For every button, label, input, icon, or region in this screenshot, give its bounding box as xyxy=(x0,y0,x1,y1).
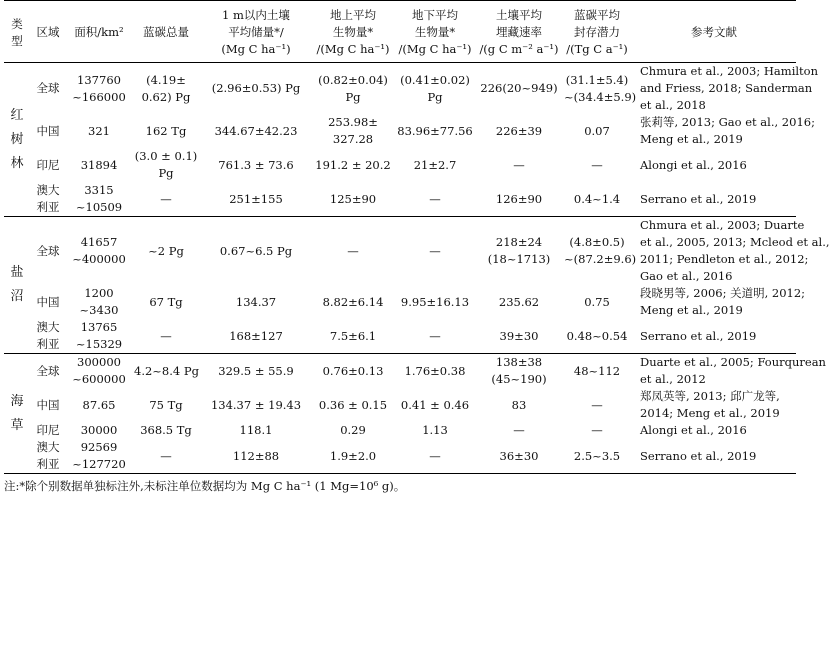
cell-burial xyxy=(476,114,562,148)
header-type: 类 型 xyxy=(11,16,23,48)
cell-line: (31.1±5.4) xyxy=(565,72,629,87)
cell-potential xyxy=(562,63,637,115)
cell-line: 0.48~0.54 xyxy=(566,328,628,343)
cell-line: 0.67~6.5 Pg xyxy=(219,243,293,258)
cell-above xyxy=(312,217,394,286)
cell-region xyxy=(30,217,66,286)
table-footnote: 注:*除个别数据单独标注外,未标注单位数据均为 Mg C ha⁻¹ (1 Mg=10⁶ g)。 xyxy=(4,479,406,493)
cell-area xyxy=(66,285,132,319)
cell-line: — xyxy=(429,191,441,206)
cell-line: ~3430 xyxy=(79,303,119,317)
cell-line: 344.67±42.23 xyxy=(214,123,298,138)
cell-line: 134.37 xyxy=(235,294,277,309)
cell-line: 83.96±77.56 xyxy=(397,123,473,138)
cell-refs xyxy=(632,114,815,148)
table-row xyxy=(4,217,796,286)
cell-refs xyxy=(632,285,806,319)
cell-above xyxy=(312,439,394,474)
type-char: 沼 xyxy=(10,289,24,304)
cell-line: 137760 xyxy=(77,72,121,87)
cell-line: 利亚 xyxy=(36,337,60,351)
cell-line: 253.98± xyxy=(328,115,378,129)
table-row xyxy=(4,422,796,439)
cell-refs xyxy=(632,148,796,182)
cell-line: Alongi et al., 2016 xyxy=(640,157,747,172)
cell-area xyxy=(66,182,132,217)
header-above: 地上平均 生物量* /(Mg C ha⁻¹) xyxy=(316,8,390,56)
cell-line: 2011; Pendleton et al., 2012; xyxy=(640,252,809,266)
cell-line: 8.82±6.14 xyxy=(322,294,384,309)
cell-line: (0.82±0.04) xyxy=(318,72,388,87)
cell-line: ~127720 xyxy=(72,457,126,471)
cell-region xyxy=(30,63,66,115)
cell-above xyxy=(312,182,394,217)
cell-burial xyxy=(476,217,562,286)
cell-line: 13765 xyxy=(80,320,118,334)
cell-line: 9.95±16.13 xyxy=(400,294,470,309)
cell-line: 0.75 xyxy=(584,294,610,309)
cell-line: 168±127 xyxy=(229,328,283,343)
cell-area xyxy=(66,439,132,474)
cell-refs xyxy=(632,319,796,354)
cell-line: ~600000 xyxy=(72,372,126,386)
cell-region xyxy=(30,319,66,354)
cell-burial xyxy=(476,285,562,319)
header-soil: 1 m以内土壤 平均储量*/ (Mg C ha⁻¹) xyxy=(221,8,291,56)
cell-burial xyxy=(476,148,562,182)
cell-line: ~10509 xyxy=(75,200,123,214)
cell-line: 31894 xyxy=(80,157,118,172)
cell-soil xyxy=(200,114,312,148)
cell-line: (3.0 ± 0.1) xyxy=(134,149,198,163)
cell-line: et al., 2005, 2013; Mcleod et al., xyxy=(640,235,830,249)
cell-above xyxy=(312,148,394,182)
cell-region xyxy=(30,422,66,439)
cell-area xyxy=(66,217,132,286)
cell-potential xyxy=(562,114,632,148)
header-region: 区域 xyxy=(36,25,60,39)
cell-area xyxy=(66,114,132,148)
cell-burial xyxy=(476,182,562,217)
cell-total xyxy=(132,285,200,319)
cell-line: (4.19± xyxy=(146,72,186,87)
cell-line: — xyxy=(429,328,441,343)
cell-line: 226±39 xyxy=(495,123,543,138)
cell-below xyxy=(394,354,476,389)
cell-line: — xyxy=(347,243,359,258)
header-burial: 土壤平均 埋藏速率 /(g C m⁻² a⁻¹) xyxy=(479,8,559,56)
cell-line: 21±2.7 xyxy=(413,157,457,172)
cell-soil xyxy=(200,285,312,319)
cell-line: 0.41 ± 0.46 xyxy=(400,397,470,412)
cell-below xyxy=(394,439,476,474)
cell-refs xyxy=(632,388,796,422)
cell-line: — xyxy=(160,191,172,206)
cell-total xyxy=(132,182,200,217)
cell-line: (0.41±0.02) xyxy=(400,72,470,87)
cell-line: 368.5 Tg xyxy=(140,423,192,437)
cell-line: 761.3 ± 73.6 xyxy=(218,157,294,172)
type-cell xyxy=(4,63,30,217)
cell-line: — xyxy=(591,423,603,437)
cell-line: 191.2 ± 20.2 xyxy=(315,157,391,172)
type-char: 草 xyxy=(10,417,24,433)
cell-line: — xyxy=(591,157,603,172)
cell-line: 0.4~1.4 xyxy=(573,191,621,206)
document-page xyxy=(4,0,830,494)
cell-below xyxy=(394,422,476,439)
cell-below xyxy=(394,285,476,319)
cell-region xyxy=(30,439,66,474)
cell-line: Meng et al., 2019 xyxy=(640,303,743,317)
type-char: 海 xyxy=(10,393,24,409)
cell-burial xyxy=(476,439,562,474)
cell-total xyxy=(132,388,200,422)
cell-line: Meng et al., 2019 xyxy=(640,132,743,146)
cell-line: et al., 2012 xyxy=(640,372,706,386)
cell-potential xyxy=(562,285,632,319)
cell-line: 印尼 xyxy=(36,423,60,437)
cell-below xyxy=(394,319,476,354)
cell-burial xyxy=(476,388,562,422)
cell-line: 48~112 xyxy=(573,363,621,378)
header-below: 地下平均 生物量* /(Mg C ha⁻¹) xyxy=(398,8,472,56)
table-row xyxy=(4,182,796,217)
cell-refs xyxy=(632,439,796,474)
table-row xyxy=(4,114,796,148)
cell-area xyxy=(66,63,132,115)
table-row xyxy=(4,285,796,319)
cell-total xyxy=(132,63,200,115)
cell-line: 75 Tg xyxy=(149,397,183,412)
type-char: 林 xyxy=(10,155,24,171)
cell-line: 张莉等, 2013; Gao et al., 2016; xyxy=(640,115,815,129)
cell-below xyxy=(394,388,476,422)
cell-above xyxy=(312,354,394,389)
cell-line: 1.13 xyxy=(422,423,448,437)
cell-region xyxy=(30,285,66,319)
cell-potential xyxy=(562,148,632,182)
cell-line: 全球 xyxy=(36,243,60,258)
cell-line: ~166000 xyxy=(72,89,126,104)
cell-line: 3315 xyxy=(84,183,114,197)
cell-line: 134.37 ± 19.43 xyxy=(210,397,302,412)
cell-soil xyxy=(200,319,312,354)
cell-above xyxy=(312,114,394,148)
cell-line: 30000 xyxy=(80,423,118,437)
cell-line: 1.9±2.0 xyxy=(329,448,377,463)
cell-above xyxy=(312,319,394,354)
header-area: 面积/km² xyxy=(74,25,124,39)
cell-region xyxy=(30,354,66,389)
cell-line: 7.5±6.1 xyxy=(329,328,377,343)
cell-line: 澳大 xyxy=(36,320,60,334)
cell-line: 郑凤英等, 2013; 邱广龙等, xyxy=(640,389,780,403)
cell-line: and Friess, 2018; Sanderman xyxy=(640,81,813,95)
cell-line: 327.28 xyxy=(332,132,374,146)
cell-line: 全球 xyxy=(36,363,60,378)
header-potential: 蓝碳平均 封存潜力 /(Tg C a⁻¹) xyxy=(566,8,628,56)
header-total: 蓝碳总量 xyxy=(143,25,189,39)
cell-burial xyxy=(476,354,562,389)
cell-line: — xyxy=(429,448,441,463)
cell-line: 0.07 xyxy=(584,123,610,138)
cell-line: 全球 xyxy=(36,81,60,95)
cell-line: 0.29 xyxy=(340,423,366,437)
cell-line: 1200 xyxy=(84,286,114,300)
cell-line: ~400000 xyxy=(72,252,126,266)
cell-line: Pg xyxy=(427,89,443,104)
cell-line: 中国 xyxy=(36,294,60,309)
type-char: 红 xyxy=(10,107,24,123)
cell-total xyxy=(132,114,200,148)
cell-line: ~2 Pg xyxy=(148,243,184,258)
cell-line: 226(20~949) xyxy=(480,81,558,95)
cell-burial xyxy=(476,422,562,439)
cell-soil xyxy=(200,148,312,182)
cell-below xyxy=(394,182,476,217)
table-row xyxy=(4,439,796,474)
cell-refs xyxy=(632,63,819,115)
cell-line: — xyxy=(513,157,525,172)
cell-line: 0.36 ± 0.15 xyxy=(318,397,388,412)
cell-soil xyxy=(200,182,312,217)
cell-line: Chmura et al., 2003; Duarte xyxy=(640,218,805,232)
cell-above xyxy=(312,63,394,115)
cell-soil xyxy=(200,63,312,115)
cell-line: 218±24 xyxy=(495,235,543,249)
cell-line: 125±90 xyxy=(329,191,377,206)
cell-line: 112±88 xyxy=(232,448,280,463)
cell-line: Serrano et al., 2019 xyxy=(640,328,757,343)
cell-soil xyxy=(200,354,312,389)
cell-line: 321 xyxy=(88,123,110,138)
cell-line: 0.62) Pg xyxy=(141,89,191,104)
cell-burial xyxy=(476,319,562,354)
cell-line: — xyxy=(513,423,525,437)
table-row xyxy=(4,388,796,422)
group-body xyxy=(4,354,826,474)
cell-area xyxy=(66,148,132,182)
cell-line: (45~190) xyxy=(491,372,547,386)
cell-potential xyxy=(562,182,632,217)
cell-line: 300000 xyxy=(77,355,121,369)
blue-carbon-table xyxy=(4,0,830,474)
cell-line: Duarte et al., 2005; Fourqurean xyxy=(640,355,826,369)
cell-line: 126±90 xyxy=(495,191,543,206)
cell-burial xyxy=(476,63,562,115)
cell-potential xyxy=(562,388,632,422)
cell-above xyxy=(312,422,394,439)
cell-line: 138±38 xyxy=(495,355,543,369)
cell-refs xyxy=(632,354,826,389)
group-body xyxy=(4,63,819,217)
cell-line: ~(87.2±9.6) xyxy=(564,252,637,266)
cell-line: 利亚 xyxy=(36,200,60,214)
cell-refs xyxy=(632,182,796,217)
cell-line: 39±30 xyxy=(499,328,539,343)
cell-refs xyxy=(632,422,796,439)
cell-line: 92569 xyxy=(80,440,118,454)
cell-line: ~15329 xyxy=(75,337,123,351)
cell-potential xyxy=(562,439,632,474)
cell-line: Chmura et al., 2003; Hamilton xyxy=(640,64,819,78)
cell-region xyxy=(30,148,66,182)
cell-line: 2.5~3.5 xyxy=(573,448,621,463)
cell-area xyxy=(66,319,132,354)
cell-potential xyxy=(562,422,632,439)
cell-line: 235.62 xyxy=(498,294,540,309)
cell-line: Pg xyxy=(345,89,361,104)
cell-line: 4.2~8.4 Pg xyxy=(134,363,199,378)
cell-total xyxy=(132,217,200,286)
cell-total xyxy=(132,354,200,389)
cell-line: 利亚 xyxy=(36,457,60,471)
cell-line: Serrano et al., 2019 xyxy=(640,191,757,206)
cell-line: — xyxy=(160,448,172,463)
cell-line: 83 xyxy=(511,397,527,412)
cell-line: ~(34.4±5.9) xyxy=(564,89,637,104)
cell-line: 段晓男等, 2006; 关道明, 2012; xyxy=(640,286,806,300)
cell-soil xyxy=(200,439,312,474)
table-row xyxy=(4,148,796,182)
cell-line: et al., 2018 xyxy=(640,98,706,112)
table-row xyxy=(4,319,796,354)
group-body xyxy=(4,217,830,354)
table-row xyxy=(4,354,796,389)
cell-line: 1.76±0.38 xyxy=(404,363,466,378)
cell-line: (18~1713) xyxy=(487,252,551,266)
cell-line: 87.65 xyxy=(82,397,116,412)
cell-line: 中国 xyxy=(36,397,60,412)
cell-soil xyxy=(200,217,312,286)
cell-line: 251±155 xyxy=(229,191,283,206)
cell-line: Alongi et al., 2016 xyxy=(640,423,747,437)
cell-area xyxy=(66,354,132,389)
cell-line: 澳大 xyxy=(36,440,60,454)
cell-line: 印尼 xyxy=(36,157,60,172)
cell-line: Serrano et al., 2019 xyxy=(640,448,757,463)
cell-area xyxy=(66,422,132,439)
cell-line: — xyxy=(160,328,172,343)
cell-below xyxy=(394,114,476,148)
cell-total xyxy=(132,148,200,182)
cell-line: (4.8±0.5) xyxy=(569,235,625,249)
cell-line: 329.5 ± 55.9 xyxy=(218,363,294,378)
cell-line: — xyxy=(429,243,441,258)
cell-below xyxy=(394,217,476,286)
cell-line: 0.76±0.13 xyxy=(322,363,384,378)
cell-above xyxy=(312,388,394,422)
table-row xyxy=(4,63,796,115)
cell-area xyxy=(66,388,132,422)
cell-line: 澳大 xyxy=(36,183,60,197)
cell-line: Pg xyxy=(158,166,174,180)
type-cell xyxy=(4,354,30,474)
type-char: 盐 xyxy=(10,265,24,280)
cell-refs xyxy=(632,217,830,286)
header-refs: 参考文献 xyxy=(691,25,737,39)
cell-total xyxy=(132,439,200,474)
type-char: 树 xyxy=(10,131,24,147)
cell-line: 67 Tg xyxy=(149,294,183,309)
cell-line: 162 Tg xyxy=(145,123,187,138)
cell-potential xyxy=(562,217,637,286)
cell-line: 118.1 xyxy=(239,423,273,437)
cell-line: — xyxy=(591,397,603,412)
cell-line: 41657 xyxy=(80,235,118,249)
cell-line: 中国 xyxy=(36,123,60,138)
cell-total xyxy=(132,422,200,439)
type-cell xyxy=(4,217,30,354)
cell-line: Gao et al., 2016 xyxy=(640,269,733,283)
cell-potential xyxy=(562,319,632,354)
cell-below xyxy=(394,63,476,115)
cell-potential xyxy=(562,354,632,389)
cell-region xyxy=(30,388,66,422)
cell-region xyxy=(30,182,66,217)
cell-region xyxy=(30,114,66,148)
cell-line: 2014; Meng et al., 2019 xyxy=(640,406,780,420)
cell-total xyxy=(132,319,200,354)
cell-above xyxy=(312,285,394,319)
cell-soil xyxy=(200,422,312,439)
cell-below xyxy=(394,148,476,182)
cell-soil xyxy=(200,388,312,422)
cell-line: (2.96±0.53) Pg xyxy=(211,81,301,95)
table-header xyxy=(4,1,796,63)
cell-line: 36±30 xyxy=(499,448,539,463)
